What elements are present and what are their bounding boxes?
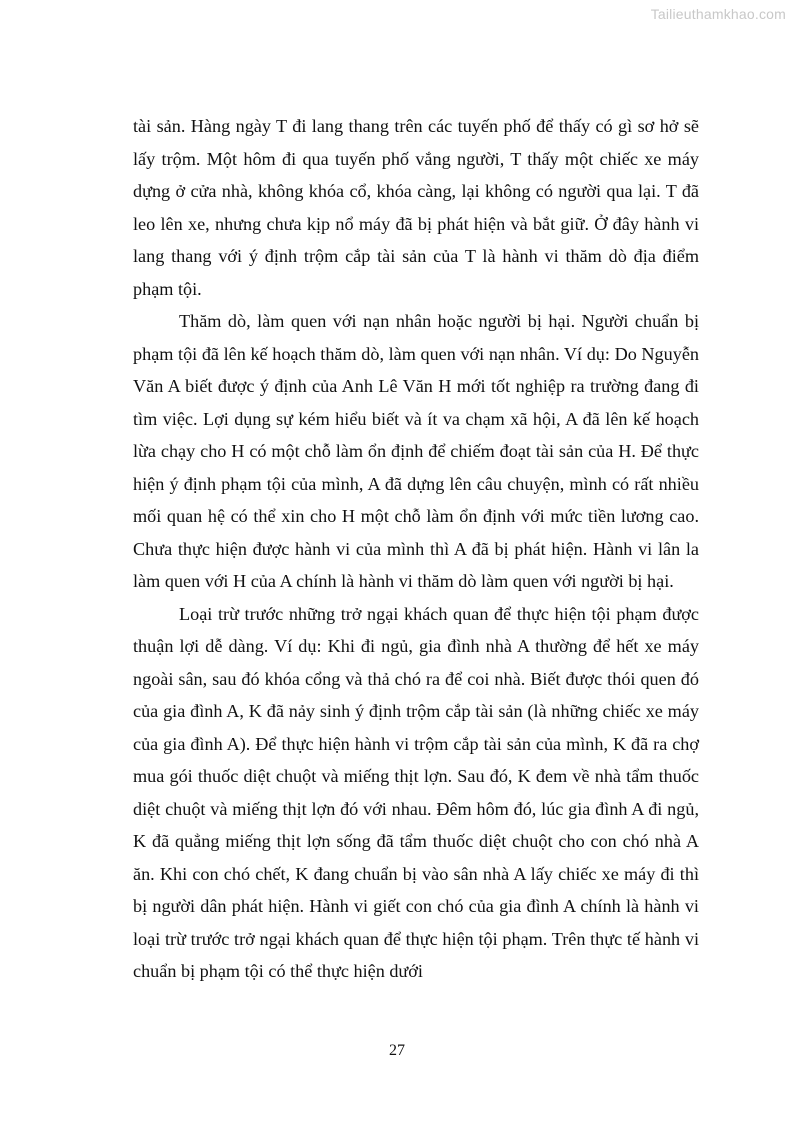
watermark-text: Tailieuthamkhao.com <box>650 6 786 22</box>
paragraph-1: tài sản. Hàng ngày T đi lang thang trên các tuyến phố để thấy có gì sơ hở sẽ lấy trộm. Một hôm đi qua tuyến phố vắng người, T thấy một chiếc xe máy dựng ở cửa nhà, không khóa cổ, khóa càng, lại không có người qua lại. T đã leo lên xe, nhưng chưa kịp nổ máy đã bị phát hiện và bắt giữ. Ở đây hành vi lang thang với ý định trộm cắp tài sản của T là hành vi thăm dò địa điểm phạm tội. <box>133 116 699 299</box>
paragraph-3: Loại trừ trước những trở ngại khách quan để thực hiện tội phạm được thuận lợi dễ dàng. Ví dụ: Khi đi ngủ, gia đình nhà A thường để hết xe máy ngoài sân, sau đó khóa cổng và thả chó ra để coi nhà. Biết được thói quen đó của gia đình A, K đã nảy sinh ý định trộm cắp tài sản (là những chiếc xe máy của gia đình A). Để thực hiện hành vi trộm cắp tài sản của mình, K đã ra chợ mua gói thuốc diệt chuột và miếng thịt lợn. Sau đó, K đem về nhà tẩm thuốc diệt chuột và miếng thịt lợn đó với nhau. Đêm hôm đó, lúc gia đình A đi ngủ, K đã quẳng miếng thịt lợn sống đã tẩm thuốc diệt chuột cho con chó nhà A ăn. Khi con chó chết, K đang chuẩn bị vào sân nhà A lấy chiếc xe máy đi thì bị người dân phát hiện. Hành vi giết con chó của gia đình A chính là hành vi loại trừ trước trở ngại khách quan để thực hiện tội phạm. Trên thực tế hành vi chuẩn bị phạm tội có thể thực hiện dưới <box>133 603 699 981</box>
paragraph-2: Thăm dò, làm quen với nạn nhân hoặc người bị hại. Người chuẩn bị phạm tội đã lên kế hoạch thăm dò, làm quen với nạn nhân. Ví dụ: Do Nguyễn Văn A biết được ý định của Anh Lê Văn H mới tốt nghiệp ra trường đang đi tìm việc. Lợi dụng sự kém hiểu biết và ít va chạm xã hội, A đã lên kế hoạch lừa chạy cho H có một chỗ làm ổn định để chiếm đoạt tài sản của H. Để thực hiện ý định phạm tội của mình, A đã dựng lên câu chuyện, mình có rất nhiều mối quan hệ có thể xin cho H một chỗ làm ổn định với mức tiền lương cao. Chưa thực hiện được hành vi của mình thì A đã bị phát hiện. Hành vi lân la làm quen với H của A chính là hành vi thăm dò làm quen với người bị hại. <box>133 311 699 591</box>
page-number: 27 <box>389 1042 405 1059</box>
document-body <box>133 110 699 988</box>
